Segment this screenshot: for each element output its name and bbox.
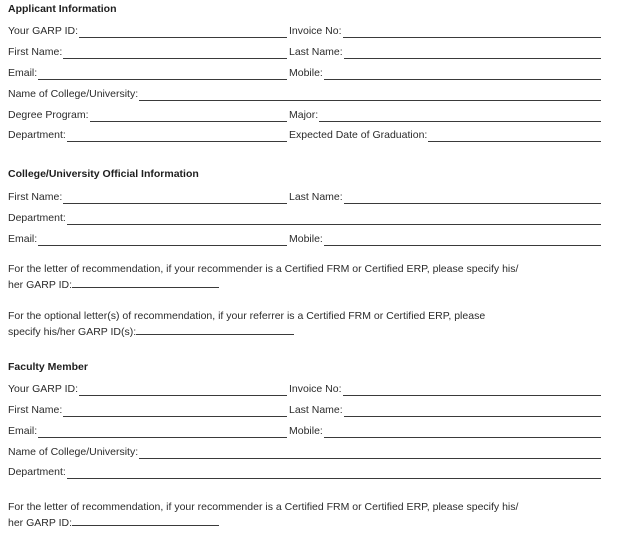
input-line[interactable]: [79, 26, 287, 38]
faculty-recommendation-paragraph: [8, 499, 608, 531]
field-label: First Name:: [8, 191, 63, 203]
input-line[interactable]: [67, 213, 601, 225]
input-line[interactable]: [63, 192, 287, 204]
applicant-first-name-field[interactable]: [8, 43, 287, 59]
field-label: Last Name:: [289, 191, 343, 203]
faculty-first-name-field[interactable]: [8, 401, 287, 417]
input-line[interactable]: [72, 277, 219, 288]
faculty-invoice-field[interactable]: [289, 380, 601, 396]
faculty-college-field[interactable]: [8, 443, 601, 459]
field-label: Mobile:: [289, 233, 323, 245]
official-email-field[interactable]: [8, 230, 287, 246]
input-line[interactable]: [67, 130, 287, 142]
applicant-last-name-field[interactable]: [289, 43, 601, 59]
faculty-department-field[interactable]: [8, 463, 601, 479]
input-line[interactable]: [90, 110, 287, 122]
field-label: Department:: [8, 129, 66, 141]
field-label: Mobile:: [289, 67, 323, 79]
faculty-last-name-field[interactable]: [289, 401, 601, 417]
input-line[interactable]: [344, 405, 601, 417]
input-line[interactable]: [344, 192, 601, 204]
faculty-section-title: Faculty Member: [8, 361, 88, 373]
field-label: specify his/her GARP ID(s):: [8, 326, 137, 338]
input-line[interactable]: [324, 68, 601, 80]
faculty-mobile-field[interactable]: [289, 422, 601, 438]
input-line[interactable]: [79, 384, 287, 396]
field-label: Email:: [8, 233, 38, 245]
applicant-section-title: Applicant Information: [8, 3, 117, 15]
applicant-college-field[interactable]: [8, 85, 601, 101]
applicant-graduation-field[interactable]: [289, 126, 601, 142]
field-label: Major:: [289, 109, 319, 121]
field-label: Name of College/University:: [8, 88, 139, 100]
input-line[interactable]: [139, 447, 601, 459]
field-label: Department:: [8, 466, 66, 478]
input-line[interactable]: [343, 26, 601, 38]
applicant-invoice-field[interactable]: [289, 22, 601, 38]
optional-recommendation-paragraph: [8, 308, 608, 340]
field-label: Email:: [8, 425, 38, 437]
applicant-mobile-field[interactable]: [289, 64, 601, 80]
field-label: Degree Program:: [8, 109, 89, 121]
official-section-title: College/University Official Information: [8, 168, 199, 180]
field-label: Last Name:: [289, 46, 343, 58]
field-label: Expected Date of Graduation:: [289, 129, 428, 141]
field-label: Invoice No:: [289, 383, 342, 395]
input-line[interactable]: [139, 89, 601, 101]
faculty-email-field[interactable]: [8, 422, 287, 438]
input-line[interactable]: [38, 426, 287, 438]
field-label: First Name:: [8, 46, 63, 58]
input-line[interactable]: [319, 110, 601, 122]
official-first-name-field[interactable]: [8, 188, 287, 204]
field-label: her GARP ID:: [8, 279, 72, 291]
input-line[interactable]: [63, 405, 287, 417]
field-label: Your GARP ID:: [8, 25, 79, 37]
input-line[interactable]: [67, 467, 601, 479]
field-label: Last Name:: [289, 404, 343, 416]
input-line[interactable]: [343, 384, 601, 396]
official-last-name-field[interactable]: [289, 188, 601, 204]
input-line[interactable]: [136, 324, 294, 335]
input-line[interactable]: [428, 130, 601, 142]
optional-garp-id-field[interactable]: [8, 324, 608, 340]
applicant-email-field[interactable]: [8, 64, 287, 80]
input-line[interactable]: [72, 515, 219, 526]
field-label: her GARP ID:: [8, 517, 72, 529]
applicant-degree-field[interactable]: [8, 106, 287, 122]
field-label: Invoice No:: [289, 25, 342, 37]
recommendation-garp-id-field[interactable]: [8, 277, 608, 293]
input-line[interactable]: [344, 47, 601, 59]
field-label: Your GARP ID:: [8, 383, 79, 395]
input-line[interactable]: [38, 234, 287, 246]
input-line[interactable]: [63, 47, 287, 59]
field-label: First Name:: [8, 404, 63, 416]
optional-recommendation-text: For the optional letter(s) of recommendation, if your referrer is a Certified FRM or Certified ERP, please: [8, 310, 486, 322]
faculty-recommendation-text: For the letter of recommendation, if your recommender is a Certified FRM or Certified ERP, please specify his/: [8, 501, 519, 513]
recommendation-text: For the letter of recommendation, if your recommender is a Certified FRM or Certified ERP, please specify his/: [8, 263, 519, 275]
official-department-field[interactable]: [8, 209, 601, 225]
applicant-garp-id-field[interactable]: [8, 22, 287, 38]
input-line[interactable]: [324, 426, 601, 438]
field-label: Mobile:: [289, 425, 323, 437]
faculty-garp-id-field[interactable]: [8, 380, 287, 396]
official-mobile-field[interactable]: [289, 230, 601, 246]
field-label: Name of College/University:: [8, 446, 139, 458]
faculty-recommendation-garp-id-field[interactable]: [8, 515, 608, 531]
field-label: Department:: [8, 212, 66, 224]
recommendation-paragraph: [8, 261, 608, 293]
input-line[interactable]: [38, 68, 287, 80]
field-label: Email:: [8, 67, 38, 79]
applicant-major-field[interactable]: [289, 106, 601, 122]
input-line[interactable]: [324, 234, 601, 246]
applicant-department-field[interactable]: [8, 126, 287, 142]
